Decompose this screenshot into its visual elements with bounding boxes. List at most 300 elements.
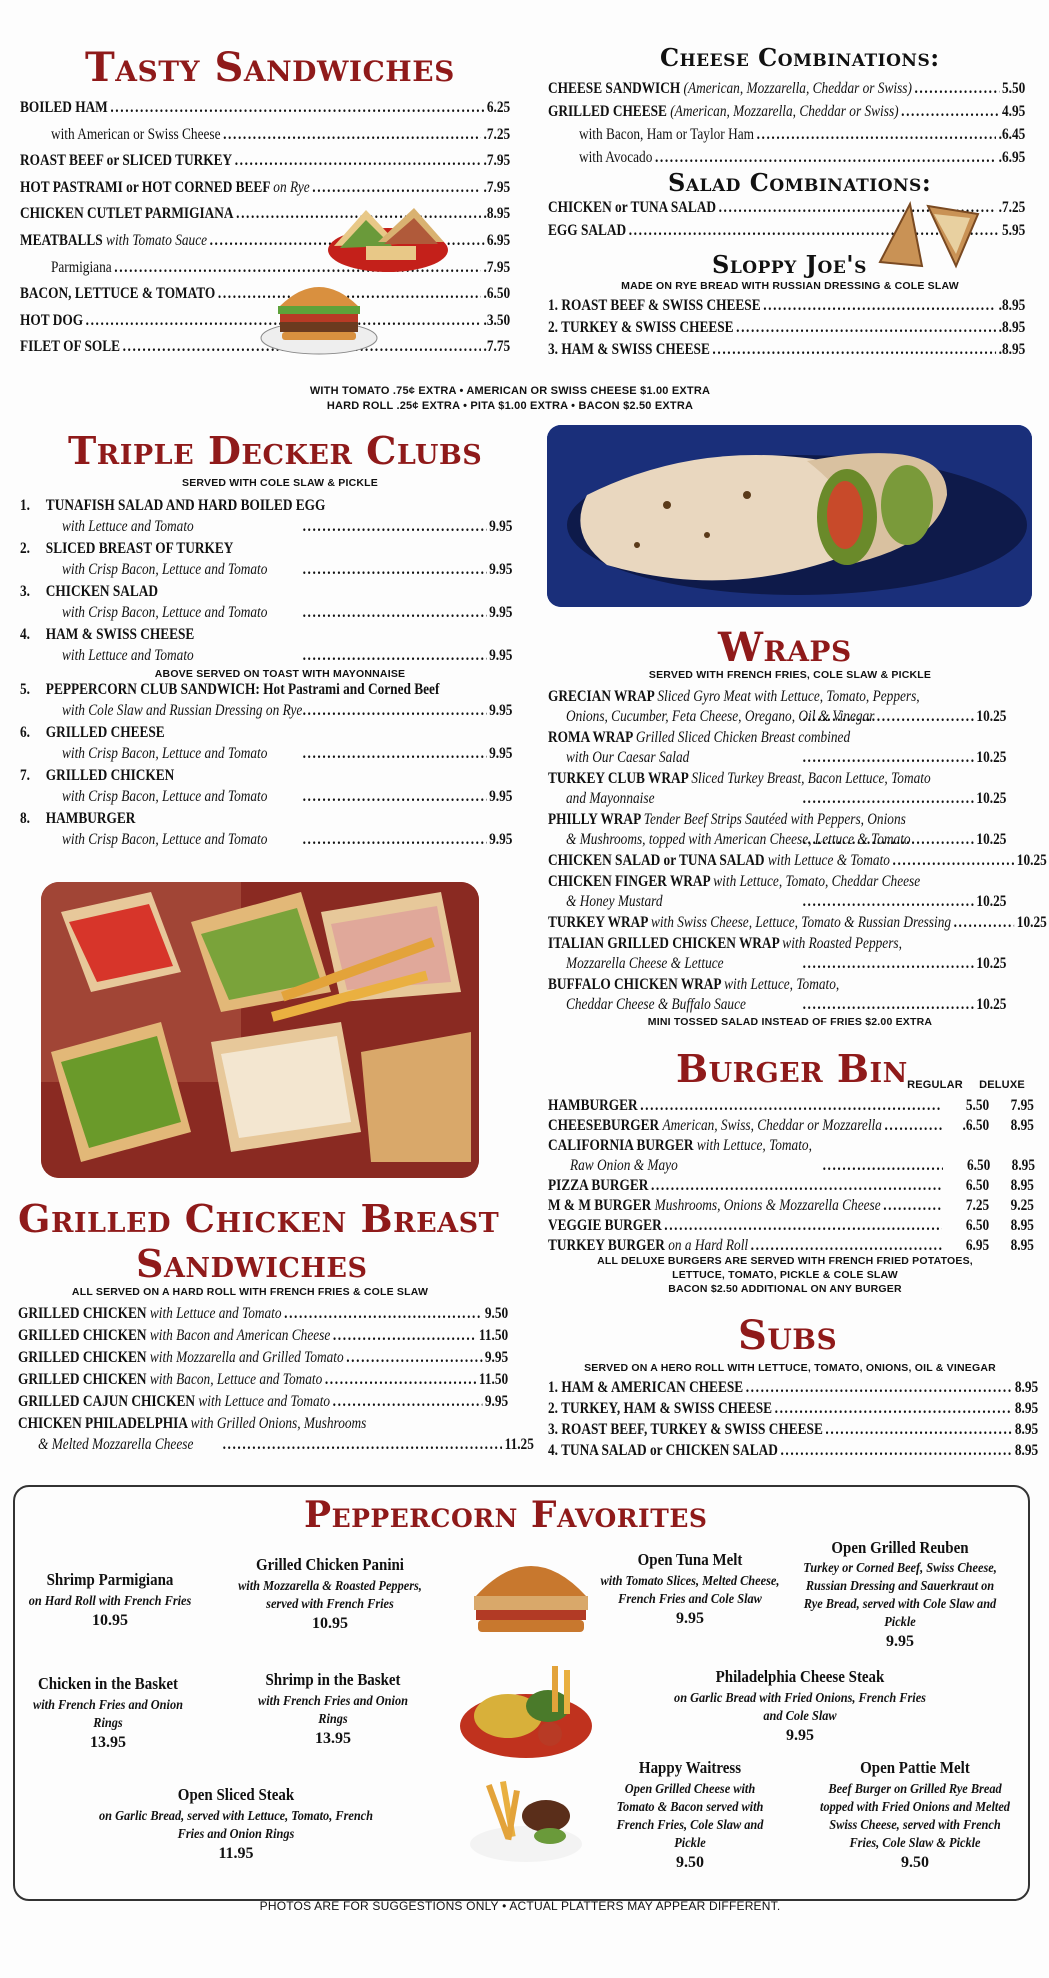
favorite-description: with French Fries and Onion Rings — [258, 1694, 408, 1727]
wrap-item — [548, 934, 926, 954]
item-description: with Tomato Sauce — [106, 232, 208, 249]
leader-dots — [780, 1441, 1012, 1461]
item-price: 8.95 — [1014, 1379, 1039, 1396]
item-name — [18, 1392, 330, 1412]
item-name — [20, 680, 439, 700]
wraps-footer-note: MINI TOSSED SALAD INSTEAD OF FRIES $2.00 EXTRA — [647, 1016, 933, 1028]
tasty-title: Tasty Sandwiches — [85, 44, 455, 91]
cheese-title: Cheese Combinations: — [660, 43, 940, 72]
tasty-item — [20, 98, 510, 118]
item-price: 6.50 — [965, 1177, 990, 1194]
item-name — [548, 148, 652, 168]
item-title: FILET OF SOLE — [20, 338, 121, 356]
basket-photo — [456, 1656, 596, 1762]
burger-item — [548, 1136, 1034, 1156]
wrap-item — [548, 728, 926, 748]
item-title: VEGGIE BURGER — [548, 1217, 662, 1234]
item-price: 10.25 — [976, 831, 1007, 848]
leader-dots — [757, 125, 996, 145]
item-description: on a Hard Roll — [668, 1237, 749, 1254]
item-price: 11.25 — [504, 1436, 534, 1453]
item-title: ITALIAN GRILLED CHICKEN WRAP — [548, 935, 779, 952]
item-title: HAMBURGER — [45, 810, 136, 827]
wrap-description-line: and Mayonnaise — [566, 790, 655, 807]
item-title: BUFFALO CHICKEN WRAP — [548, 976, 721, 993]
item-title: 1. ROAST BEEF & SWISS CHEESE — [548, 297, 761, 314]
item-name — [20, 125, 221, 145]
club-price-row — [300, 830, 512, 850]
item-price: 9.95 — [489, 561, 513, 578]
item-name — [548, 934, 902, 954]
wrap-price-row — [800, 707, 1006, 727]
item-name — [20, 258, 112, 278]
item-price: .6.50 — [962, 1117, 990, 1134]
club-item — [20, 625, 441, 645]
item-number: 1. — [20, 497, 30, 514]
item-title: ROAST BEEF or SLICED TURKEY — [20, 152, 233, 170]
item-price: .6.95 — [998, 149, 1026, 166]
item-name — [548, 769, 931, 789]
favorite-description: on Hard Roll with French Fries — [28, 1594, 192, 1609]
item-price: .3.50 — [483, 311, 511, 329]
item-title: 3. HAM & SWISS CHEESE — [548, 341, 710, 358]
item-name — [548, 318, 734, 338]
club-description: with Lettuce and Tomato — [62, 518, 194, 535]
wrap-price-row — [800, 789, 1006, 809]
leader-dots — [303, 787, 487, 807]
item-title: PIZZA BURGER — [548, 1177, 649, 1194]
item-description: American, Swiss, Cheddar or Mozzarella — [662, 1117, 882, 1134]
item-name — [548, 1399, 772, 1419]
favorite-description: with Tomato Slices, Melted Cheese, French Fries and Cole Slaw — [600, 1574, 780, 1607]
club-description: with Cole Slaw and Russian Dressing on Rye — [62, 702, 303, 719]
item-price: 6.50 — [966, 1157, 991, 1174]
item-name — [548, 1236, 748, 1256]
favorite-price: 13.95 — [315, 1730, 351, 1747]
grilled-item — [18, 1326, 508, 1346]
burger-note-3: BACON $2.50 ADDITIONAL ON ANY BURGER — [668, 1283, 902, 1295]
wrap-photo — [547, 425, 1032, 607]
item-price: 9.95 — [484, 1349, 509, 1366]
club-description: with Crisp Bacon, Lettuce and Tomato — [62, 604, 268, 621]
item-name — [548, 810, 906, 830]
club-item — [20, 809, 441, 829]
item-number: 2. — [20, 540, 30, 557]
club-price-row — [300, 603, 512, 623]
cheese-item — [548, 79, 1025, 99]
leader-dots — [664, 1216, 942, 1236]
item-price: .8.95 — [998, 341, 1026, 358]
burger-item — [548, 1216, 1034, 1236]
item-name — [20, 809, 135, 829]
item-name — [548, 1196, 881, 1216]
leader-dots — [883, 1196, 942, 1216]
wrap-item — [548, 872, 926, 892]
item-price: 5.95 — [1001, 222, 1026, 239]
leader-dots — [303, 646, 487, 666]
leader-dots — [325, 1370, 476, 1390]
item-name — [548, 1176, 648, 1196]
sloppy-title: Sloppy Joe's — [712, 250, 867, 279]
item-price: 9.95 — [489, 518, 513, 535]
wrap-description-line: & Mushrooms, topped with American Cheese, Lettuce & Tomato — [566, 831, 911, 848]
item-price: 10.25 — [976, 708, 1007, 725]
wrap-description-line: Onions, Cucumber, Feta Cheese, Oregano, Oil & Vinegar — [566, 708, 875, 725]
wraps-note: SERVED WITH FRENCH FRIES, COLE SLAW & PICKLE — [648, 669, 932, 681]
favorite-price: 9.95 — [886, 1633, 914, 1650]
burger-note-1: ALL DELUXE BURGERS ARE SERVED WITH FRENCH FRIED POTATOES, — [597, 1255, 973, 1267]
burger-item — [548, 1096, 1034, 1116]
item-number: 7. — [20, 767, 30, 784]
item-title: 3. ROAST BEEF, TURKEY & SWISS CHEESE — [548, 1421, 823, 1438]
item-title: HAM & SWISS CHEESE — [45, 626, 195, 643]
leader-dots — [235, 151, 481, 171]
leader-dots — [803, 892, 974, 912]
item-price: .7.25 — [483, 125, 511, 143]
item-name — [20, 98, 108, 118]
item-title: HOT PASTRAMI or HOT CORNED BEEF — [20, 178, 270, 196]
item-price: .8.95 — [483, 205, 511, 223]
item-name — [20, 337, 120, 357]
item-number: 3. — [20, 583, 30, 600]
favorite-title: Philadelphia Cheese Steak — [715, 1667, 885, 1686]
favorite-description: Turkey or Corned Beef, Swiss Cheese, Russian Dressing and Sauerkraut on Rye Bread, served with Cole Slaw and Pickle — [803, 1561, 997, 1630]
tasty-item — [20, 151, 510, 171]
leader-dots — [223, 1435, 502, 1455]
club-description: with Crisp Bacon, Lettuce and Tomato — [62, 561, 268, 578]
item-price: 9.50 — [484, 1305, 509, 1322]
item-title: GRILLED CHICKEN — [18, 1349, 147, 1366]
item-name — [548, 79, 912, 99]
item-title: with Avocado — [578, 149, 653, 166]
grilled-note: ALL SERVED ON A HARD ROLL WITH FRENCH FRIES & COLE SLAW — [71, 1286, 429, 1298]
club-item — [20, 539, 441, 559]
leader-dots — [893, 851, 1015, 871]
item-title: BACON, LETTUCE & TOMATO — [20, 285, 216, 303]
wrap-item — [548, 913, 1047, 933]
club-description: with Crisp Bacon, Lettuce and Tomato — [62, 745, 268, 762]
item-name — [20, 311, 83, 331]
item-name — [548, 1378, 743, 1398]
footer-disclaimer: PHOTOS ARE FOR SUGGESTIONS ONLY • ACTUAL PLATTERS MAY APPEAR DIFFERENT. — [259, 1899, 781, 1913]
cheese-item — [548, 125, 1025, 145]
item-description: with Swiss Cheese, Lettuce, Tomato & Russian Dressing — [650, 914, 952, 931]
item-name — [548, 1136, 812, 1156]
item-title: 2. TURKEY, HAM & SWISS CHEESE — [548, 1400, 773, 1417]
leader-dots — [746, 1378, 1013, 1398]
item-name — [548, 1116, 882, 1136]
favorite-price: 9.50 — [676, 1854, 704, 1871]
item-price: 5.50 — [1001, 80, 1026, 97]
leader-dots — [803, 954, 974, 974]
item-title: Parmigiana — [50, 258, 112, 276]
favorite-price: 11.95 — [218, 1845, 254, 1862]
item-description: with Lettuce & Tomato — [767, 852, 890, 869]
wrap-price-row — [800, 892, 1006, 912]
item-title: HAMBURGER — [548, 1097, 638, 1114]
item-title: BOILED HAM — [20, 99, 108, 116]
item-price: 9.95 — [489, 745, 513, 762]
sub-item — [548, 1399, 1038, 1419]
item-title: CHEESEBURGER — [548, 1117, 660, 1134]
club-item — [20, 680, 441, 700]
item-price: .7.95 — [483, 152, 511, 170]
item-name — [548, 872, 920, 892]
tasty-item — [20, 178, 510, 198]
item-price: .6.50 — [483, 285, 511, 303]
wrap-item — [548, 975, 926, 995]
item-price: 6.95 — [486, 232, 511, 249]
item-title: CHICKEN SALAD — [45, 583, 159, 600]
club-sandwich-photo — [326, 202, 450, 274]
subs-note: SERVED ON A HERO ROLL WITH LETTUCE, TOMATO, ONIONS, OIL & VINEGAR — [584, 1362, 996, 1374]
item-name — [20, 766, 174, 786]
favorite-description: on Garlic Bread, served with Lettuce, Tomato, French Fries and Onion Rings — [98, 1809, 374, 1842]
item-title: GRILLED CHICKEN — [45, 767, 175, 784]
item-name — [20, 625, 194, 645]
item-price: 5.50 — [965, 1097, 990, 1114]
sloppy-item — [548, 318, 1025, 338]
favorite-description: with Mozzarella & Roasted Peppers, served with French Fries — [238, 1579, 422, 1612]
leader-dots — [110, 98, 484, 118]
clubs-note: SERVED WITH COLE SLAW & PICKLE — [182, 477, 378, 489]
wrap-description-line: & Honey Mustard — [566, 893, 663, 910]
item-price: 6.95 — [965, 1237, 990, 1254]
item-name — [548, 198, 716, 218]
steak-photo — [466, 1766, 586, 1866]
leader-dots — [803, 748, 974, 768]
item-price: 10.25 — [1016, 914, 1047, 931]
item-description: Grilled Sliced Chicken Breast combined — [635, 729, 851, 746]
sub-item — [548, 1378, 1038, 1398]
item-name — [548, 913, 951, 933]
wrap-description-line: Cheddar Cheese & Buffalo Sauce — [566, 996, 746, 1013]
item-title: CHICKEN CUTLET PARMIGIANA — [20, 205, 234, 223]
wraps-title: Wraps — [718, 624, 852, 671]
favorite-price: 13.95 — [90, 1734, 126, 1751]
item-title: 2. TURKEY & SWISS CHEESE — [548, 319, 734, 336]
leader-dots — [884, 1116, 941, 1136]
item-title: GRILLED CHICKEN — [18, 1371, 147, 1388]
item-title: GRILLED CHICKEN — [18, 1305, 147, 1322]
item-title: SLICED BREAST OF TURKEY — [45, 540, 234, 557]
item-description: Mushrooms, Onions & Mozzarella Cheese — [654, 1197, 881, 1214]
item-title: GRECIAN WRAP — [548, 688, 655, 705]
club-item — [20, 496, 441, 516]
leader-dots — [736, 318, 996, 338]
item-description: (American, Mozzarella, Cheddar or Swiss) — [683, 80, 912, 97]
item-title: 1. HAM & AMERICAN CHEESE — [548, 1379, 744, 1396]
item-name — [20, 204, 234, 224]
leader-dots — [312, 178, 481, 198]
leader-dots — [712, 340, 996, 360]
item-title: ROMA WRAP — [548, 729, 633, 746]
item-name — [18, 1304, 282, 1324]
favorite-description: Open Grilled Cheese with Tomato & Bacon served with French Fries, Cole Slaw and Pickle — [616, 1782, 764, 1851]
burger-col-regular: REGULAR — [907, 1079, 963, 1091]
leader-dots — [651, 1176, 942, 1196]
item-name — [548, 1096, 638, 1116]
item-title: GRILLED CHEESE — [548, 103, 667, 120]
club-price-row — [300, 517, 512, 537]
item-name — [548, 1441, 778, 1461]
item-title: CALIFORNIA BURGER — [548, 1137, 694, 1154]
item-title: HOT DOG — [20, 311, 84, 329]
favorite-title: Open Tuna Melt — [637, 1550, 743, 1569]
sub-item — [548, 1420, 1038, 1440]
item-title: GRILLED CHEESE — [45, 724, 165, 741]
clubs-title: Triple Decker Clubs — [68, 428, 483, 473]
item-price: 9.95 — [489, 604, 513, 621]
leader-dots — [284, 1304, 482, 1324]
leader-dots — [775, 1399, 1013, 1419]
favorite-title: Happy Waitress — [638, 1758, 742, 1777]
favorite-title: Shrimp in the Basket — [265, 1670, 401, 1689]
clubs-toast-note: ABOVE SERVED ON TOAST WITH MAYONNAISE — [154, 668, 406, 680]
item-description: with Bacon, Lettuce and Tomato — [149, 1371, 323, 1388]
burger-price-row — [820, 1156, 1035, 1176]
favorite-title: Open Grilled Reuben — [831, 1538, 969, 1557]
item-description: Sliced Gyro Meat with Lettuce, Tomato, Peppers, — [657, 688, 920, 705]
wrap-price-row — [800, 954, 1006, 974]
wrap-item — [548, 851, 1047, 871]
club-item — [20, 766, 441, 786]
burger-photo — [258, 272, 380, 356]
item-title: CHICKEN FINGER WRAP — [548, 873, 710, 890]
item-price: 9.25 — [1010, 1197, 1034, 1214]
wrap-description-line: with Our Caesar Salad — [566, 749, 690, 766]
item-price: 10.25 — [976, 955, 1007, 972]
burger-col-deluxe: DELUXE — [979, 1079, 1025, 1091]
item-name — [18, 1348, 344, 1368]
club-price-row — [300, 701, 512, 721]
item-price: .8.95 — [998, 297, 1026, 314]
item-price: 8.95 — [1014, 1400, 1039, 1417]
favorite-description: with French Fries and Onion Rings — [33, 1698, 183, 1731]
item-name — [18, 1326, 330, 1346]
leader-dots — [333, 1326, 476, 1346]
favorite-description: Beef Burger on Grilled Rye Bread topped with Fried Onions and Melted Swiss Cheese, served with French Fries, Cole Slaw & Pickle — [820, 1782, 1010, 1851]
item-price: 10.25 — [976, 749, 1007, 766]
item-title: CHICKEN or TUNA SALAD — [548, 199, 717, 216]
tasty-note-1: WITH TOMATO .75¢ EXTRA • AMERICAN OR SWISS CHEESE $1.00 EXTRA — [309, 385, 711, 397]
item-name — [20, 284, 215, 304]
item-description: with Lettuce, Tomato, Cheddar Cheese — [713, 873, 921, 890]
item-title: 4. TUNA SALAD or CHICKEN SALAD — [548, 1442, 778, 1459]
item-description: (American, Mozzarella, Cheddar or Swiss) — [670, 103, 899, 120]
item-number: 5. — [20, 681, 30, 698]
grilled-item — [18, 1414, 396, 1434]
item-name — [20, 231, 207, 251]
grilled-price-row — [220, 1435, 534, 1455]
item-price: 8.95 — [1011, 1157, 1035, 1174]
wrap-price-row — [800, 830, 1006, 850]
item-price: .7.25 — [998, 199, 1026, 216]
item-price: 9.95 — [489, 831, 513, 848]
grilled-title-2: Sandwiches — [136, 1241, 368, 1286]
item-description: with Grilled Onions, Mushrooms — [190, 1415, 367, 1432]
grilled-item — [18, 1392, 508, 1412]
item-title: EGG SALAD — [548, 222, 627, 239]
item-name — [548, 221, 626, 241]
leader-dots — [655, 148, 996, 168]
leader-dots — [303, 603, 487, 623]
grilled-item — [18, 1304, 508, 1324]
item-name — [20, 151, 232, 171]
leader-dots — [914, 79, 999, 99]
wrap-item — [548, 687, 926, 707]
item-price: 8.95 — [1014, 1421, 1039, 1438]
club-platter-photo — [41, 882, 479, 1178]
item-name — [548, 125, 754, 145]
grilled-item — [18, 1348, 508, 1368]
item-number: 4. — [20, 626, 30, 643]
item-price: 6.25 — [486, 99, 511, 116]
club-item — [20, 723, 441, 743]
item-price: 9.95 — [484, 1393, 509, 1410]
leader-dots — [901, 102, 999, 122]
triangle-sandwich-photo — [874, 200, 984, 272]
leader-dots — [346, 1348, 482, 1368]
item-name — [548, 102, 899, 122]
wrap-item — [548, 769, 931, 789]
item-price: .7.75 — [483, 338, 511, 356]
grilled-title-1: Grilled Chicken Breast — [18, 1196, 500, 1241]
item-description: on Rye — [273, 178, 310, 196]
item-title: TURKEY CLUB WRAP — [548, 770, 688, 787]
item-description: with Bacon and American Cheese — [149, 1327, 331, 1344]
club-description: with Lettuce and Tomato — [62, 647, 194, 664]
item-description: Sliced Turkey Breast, Bacon Lettuce, Tomato — [691, 770, 931, 787]
item-price: 8.95 — [1010, 1237, 1034, 1254]
panini-photo — [466, 1546, 596, 1646]
item-price: 8.95 — [1010, 1217, 1034, 1234]
item-title: M & M BURGER — [548, 1197, 652, 1214]
club-description: with Crisp Bacon, Lettuce and Tomato — [62, 831, 268, 848]
wrap-price-row — [800, 995, 1006, 1015]
leader-dots — [333, 1392, 483, 1412]
cheese-item — [548, 102, 1025, 122]
salad-title: Salad Combinations: — [668, 168, 932, 197]
leader-dots — [303, 744, 487, 764]
item-name — [548, 296, 761, 316]
leader-dots — [751, 1236, 942, 1256]
tasty-item — [20, 125, 510, 145]
wrap-description-line: Mozzarella Cheese & Lettuce — [566, 955, 724, 972]
item-name — [20, 496, 325, 516]
item-price: .7.95 — [483, 178, 511, 196]
item-name — [20, 539, 233, 559]
favorite-price: 9.50 — [901, 1854, 929, 1871]
item-title: TUNAFISH SALAD AND HARD BOILED EGG — [45, 497, 326, 514]
item-price: 11.50 — [478, 1327, 509, 1344]
item-number: 8. — [20, 810, 30, 827]
wrap-price-row — [800, 748, 1006, 768]
favorites-title: Peppercorn Favorites — [304, 1494, 708, 1536]
club-description: with Crisp Bacon, Lettuce and Tomato — [62, 788, 268, 805]
item-price: 8.95 — [1014, 1442, 1039, 1459]
item-title: CHICKEN SALAD or TUNA SALAD — [548, 852, 765, 869]
leader-dots — [823, 1156, 943, 1176]
item-price: 8.95 — [1010, 1177, 1034, 1194]
club-item — [20, 582, 441, 602]
cheese-item — [548, 148, 1025, 168]
favorite-title: Open Sliced Steak — [177, 1785, 295, 1804]
item-price: 9.95 — [489, 702, 513, 719]
favorite-price: 10.95 — [92, 1612, 128, 1629]
item-title: PHILLY WRAP — [548, 811, 641, 828]
item-price: .6.45 — [998, 126, 1026, 143]
